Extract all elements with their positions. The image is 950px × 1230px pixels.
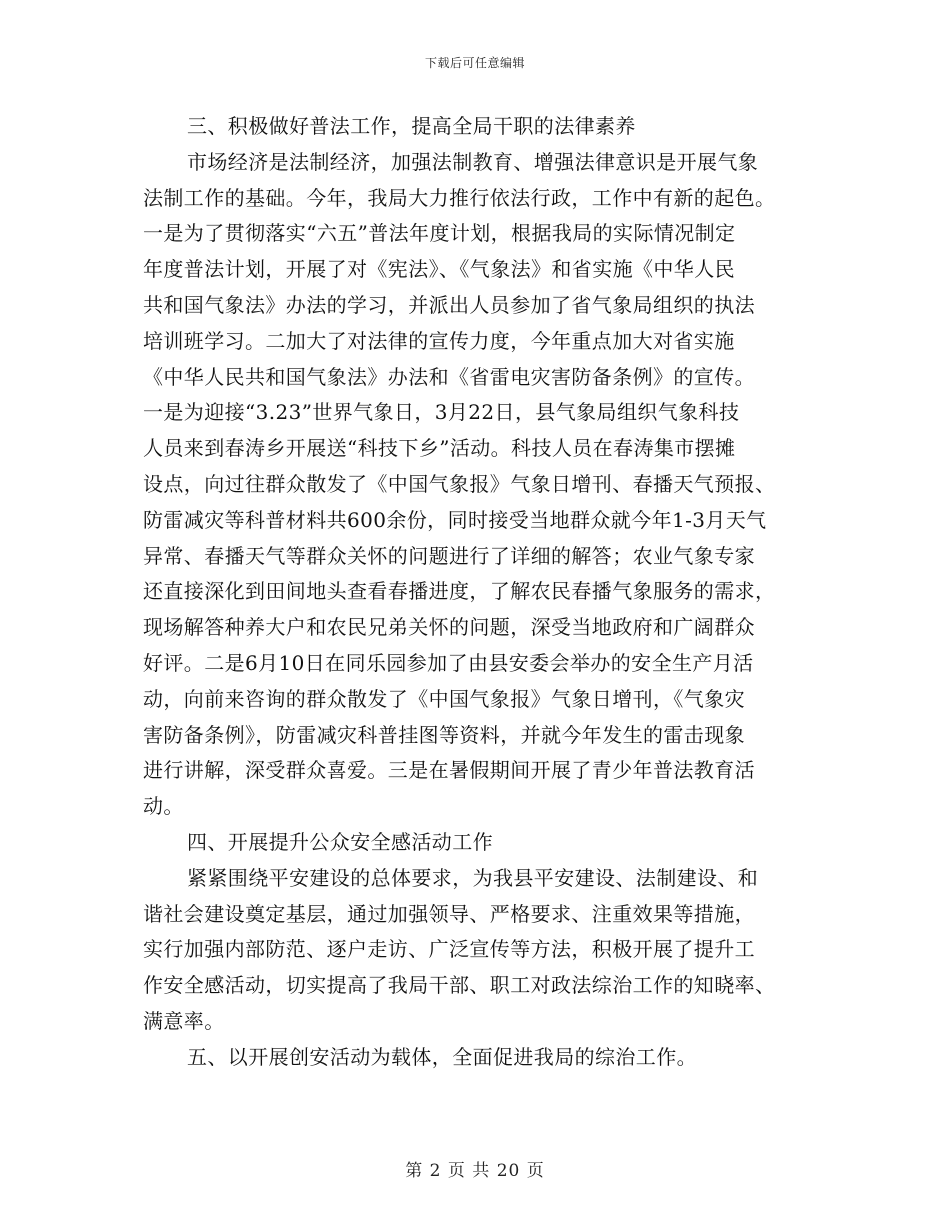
text-line: 还直接深化到田间地头查看春播进度，了解农民春播气象服务的需求，	[143, 579, 776, 604]
text-line: 市场经济是法制经济，加强法制教育、增强法律意识是开展气象	[187, 149, 759, 174]
text-line: 共和国气象法》办法的学习，并派出人员参加了省气象局组织的执法	[143, 292, 755, 317]
page-footer: 第 2 页 共 20 页	[405, 1161, 545, 1181]
text-line: 异常、春播天气等群众关怀的问题进行了详细的解答；农业气象专家	[143, 543, 755, 568]
text-line: 好评。二是6月10日在同乐园参加了由县安委会举办的安全生产月活	[143, 650, 754, 675]
body-text	[143, 109, 811, 1076]
text-line: 三、积极做好普法工作，提高全局干职的法律素养	[187, 114, 636, 138]
text-line: 现场解答种养大户和农民兄弟关怀的问题，深受当地政府和广阔群众	[143, 615, 755, 640]
text-line: 进行讲解，深受群众喜爱。三是在暑假期间开展了青少年普法教育活	[143, 758, 755, 783]
text-line: 实行加强内部防范、逐户走访、广泛宣传等方法，积极开展了提升工	[143, 937, 755, 962]
text-line: 一是为迎接“3.23”世界气象日，3月22日，县气象局组织气象科技	[143, 400, 740, 425]
page-header: 下载后可任意编辑	[424, 56, 525, 70]
text-line: 五、以开展创安活动为载体，全面促进我局的综治工作。	[187, 1044, 697, 1069]
text-line: 人员来到春涛乡开展送“科技下乡”活动。科技人员在春涛集市摆摊	[143, 436, 736, 461]
text-line: 紧紧围绕平安建设的总体要求，为我县平安建设、法制建设、和	[187, 865, 759, 890]
text-line: 培训班学习。二加大了对法律的宣传力度，今年重点加大对省实施	[143, 328, 735, 353]
text-line: 《中华人民共和国气象法》办法和《省雷电灾害防备条例》的宣传。	[143, 364, 755, 389]
text-line: 年度普法计划，开展了对《宪法》、《气象法》和省实施《中华人民	[143, 257, 735, 282]
text-line: 设点，向过往群众散发了《中国气象报》气象日增刊、春播天气预报、	[143, 471, 776, 496]
text-line: 谐社会建设奠定基层，通过加强领导、严格要求、注重效果等措施，	[143, 901, 755, 926]
text-line: 法制工作的基础。今年，我局大力推行依法行政，工作中有新的起色。	[143, 185, 776, 210]
text-line: 四、开展提升公众安全感活动工作	[187, 829, 493, 854]
text-line: 动。	[143, 794, 184, 819]
text-line: 一是为了贯彻落实“六五”普法年度计划，根据我局的实际情况制定	[143, 221, 736, 246]
text-line: 防雷减灾等科普材料共600余份，同时接受当地群众就今年1-3月天气	[143, 507, 767, 532]
text-line: 作安全感活动，切实提高了我局干部、职工对政法综治工作的知晓率、	[143, 973, 776, 998]
text-line: 害防备条例》，防雷减灾科普挂图等资料，并就今年发生的雷击现象	[143, 722, 745, 747]
text-line: 动，向前来咨询的群众散发了《中国气象报》气象日增刊，《气象灾	[143, 686, 745, 711]
text-line: 满意率。	[143, 1008, 225, 1033]
